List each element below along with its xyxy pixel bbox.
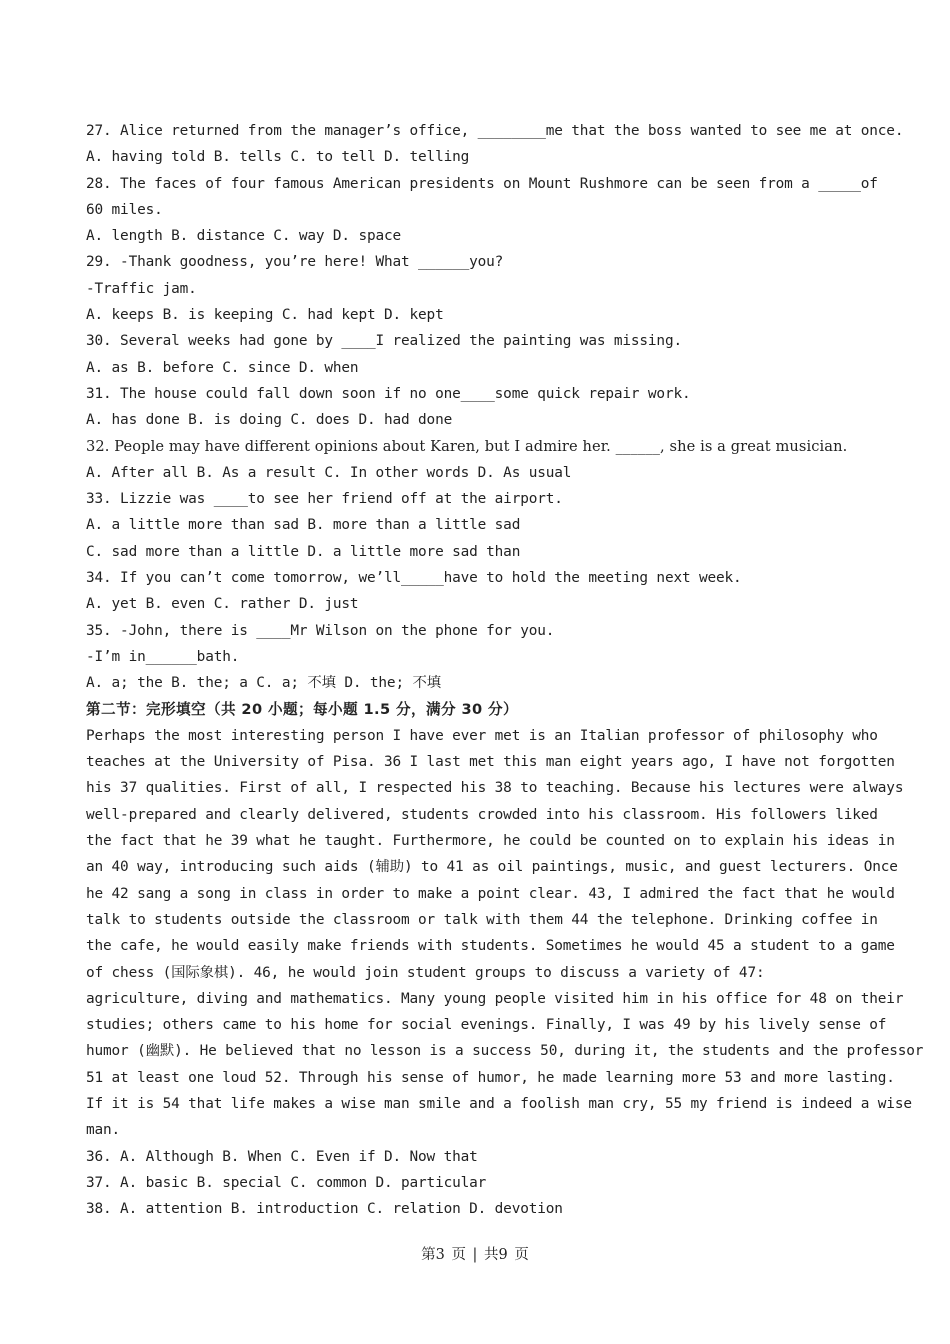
text-line: A. as B. before C. since D. when bbox=[86, 359, 359, 376]
text-line: 51 at least one loud 52. Through his sense of humor, he made learning more 53 and more lasting. bbox=[86, 1069, 895, 1086]
text-line: 29. -Thank goodness, you’re here! What ______you? bbox=[86, 254, 504, 271]
text-line: talk to students outside the classroom or talk with them 44 the telephone. Drinking coffee in bbox=[86, 911, 878, 928]
text-line: If it is 54 that life makes a wise man smile and a foolish man cry, 55 my friend is indeed a wise bbox=[86, 1095, 912, 1112]
text-line: A. yet B. even C. rather D. just bbox=[86, 596, 359, 613]
text-line: A. After all B. As a result C. In other words D. As usual bbox=[86, 464, 572, 481]
text-line: 33. Lizzie was ____to see her friend off at the airport. bbox=[86, 491, 563, 508]
text-line: 35. -John, there is ____Mr Wilson on the phone for you. bbox=[86, 622, 555, 639]
text-line: studies; others came to his home for social evenings. Finally, I was 49 by his lively sense of bbox=[86, 1017, 887, 1034]
text-line: an 40 way, introducing such aids (辅助) to 41 as oil paintings, music, and guest lecturers. Once bbox=[86, 859, 898, 876]
text-line: the fact that he 39 what he taught. Furthermore, he could be counted on to explain his ideas in bbox=[86, 833, 895, 850]
text-line: 38. A. attention B. introduction C. relation D. devotion bbox=[86, 1201, 563, 1218]
text-line: man. bbox=[86, 1122, 121, 1139]
text-line: 60 miles. bbox=[86, 201, 163, 218]
text-line: 28. The faces of four famous American presidents on Mount Rushmore can be seen from a _____of bbox=[86, 175, 878, 192]
text-line: 27. Alice returned from the manager’s office, ________me that the boss wanted to see me at once. bbox=[86, 123, 904, 139]
page-content bbox=[86, 118, 936, 1222]
text-line: Perhaps the most interesting person I have ever met is an Italian professor of philosophy who bbox=[86, 727, 878, 744]
text-line: 31. The house could fall down soon if no one____some quick repair work. bbox=[86, 385, 691, 402]
text-line: humor (幽默). He believed that no lesson is a success 50, during it, the students and the professor bbox=[86, 1043, 924, 1060]
text-line: C. sad more than a little D. a little more sad than bbox=[86, 543, 521, 560]
text-line: -I’m in______bath. bbox=[86, 648, 240, 665]
text-line: of chess (国际象棋). 46, he would join student groups to discuss a variety of 47: bbox=[86, 964, 765, 981]
section-heading: 第二节：完形填空（共 20 小题；每小题 1.5 分，满分 30 分） bbox=[86, 700, 519, 718]
text-line: 30. Several weeks had gone by ____I realized the painting was missing. bbox=[86, 333, 682, 350]
text-line: well-prepared and clearly delivered, students crowded into his classroom. His followers liked bbox=[86, 806, 878, 823]
text-line: 37. A. basic B. special C. common D. particular bbox=[86, 1174, 487, 1191]
text-line: A. having told B. tells C. to tell D. telling bbox=[86, 149, 470, 166]
text-line: teaches at the University of Pisa. 36 I last met this man eight years ago, I have not forgotten bbox=[86, 754, 895, 771]
text-line: A. keeps B. is keeping C. had kept D. kept bbox=[86, 307, 444, 324]
text-line: A. a little more than sad B. more than a little sad bbox=[86, 517, 521, 534]
text-line: the cafe, he would easily make friends with students. Sometimes he would 45 a student to a game bbox=[86, 938, 895, 955]
text-line: 34. If you can’t come tomorrow, we’ll_____have to hold the meeting next week. bbox=[86, 570, 742, 587]
text-line: -Traffic jam. bbox=[86, 280, 197, 297]
page-footer: 第3 页 | 共9 页 bbox=[421, 1247, 529, 1263]
text-line: 36. A. Although B. When C. Even if D. Now that bbox=[86, 1148, 478, 1165]
text-line: he 42 sang a song in class in order to make a point clear. 43, I admired the fact that he would bbox=[86, 885, 895, 902]
text-line: A. a; the B. the; a C. a; 不填 D. the; 不填 bbox=[86, 675, 441, 692]
text-line: agriculture, diving and mathematics. Many young people visited him in his office for 48 on their bbox=[86, 990, 904, 1007]
text-line: A. has done B. is doing C. does D. had done bbox=[86, 412, 453, 429]
text-line: 32. People may have different opinions about Karen, but I admire her. ______, she is a great musician. bbox=[86, 437, 848, 455]
text-line: his 37 qualities. First of all, I respected his 38 to teaching. Because his lectures were always bbox=[86, 780, 904, 797]
text-line: A. length B. distance C. way D. space bbox=[86, 228, 402, 245]
